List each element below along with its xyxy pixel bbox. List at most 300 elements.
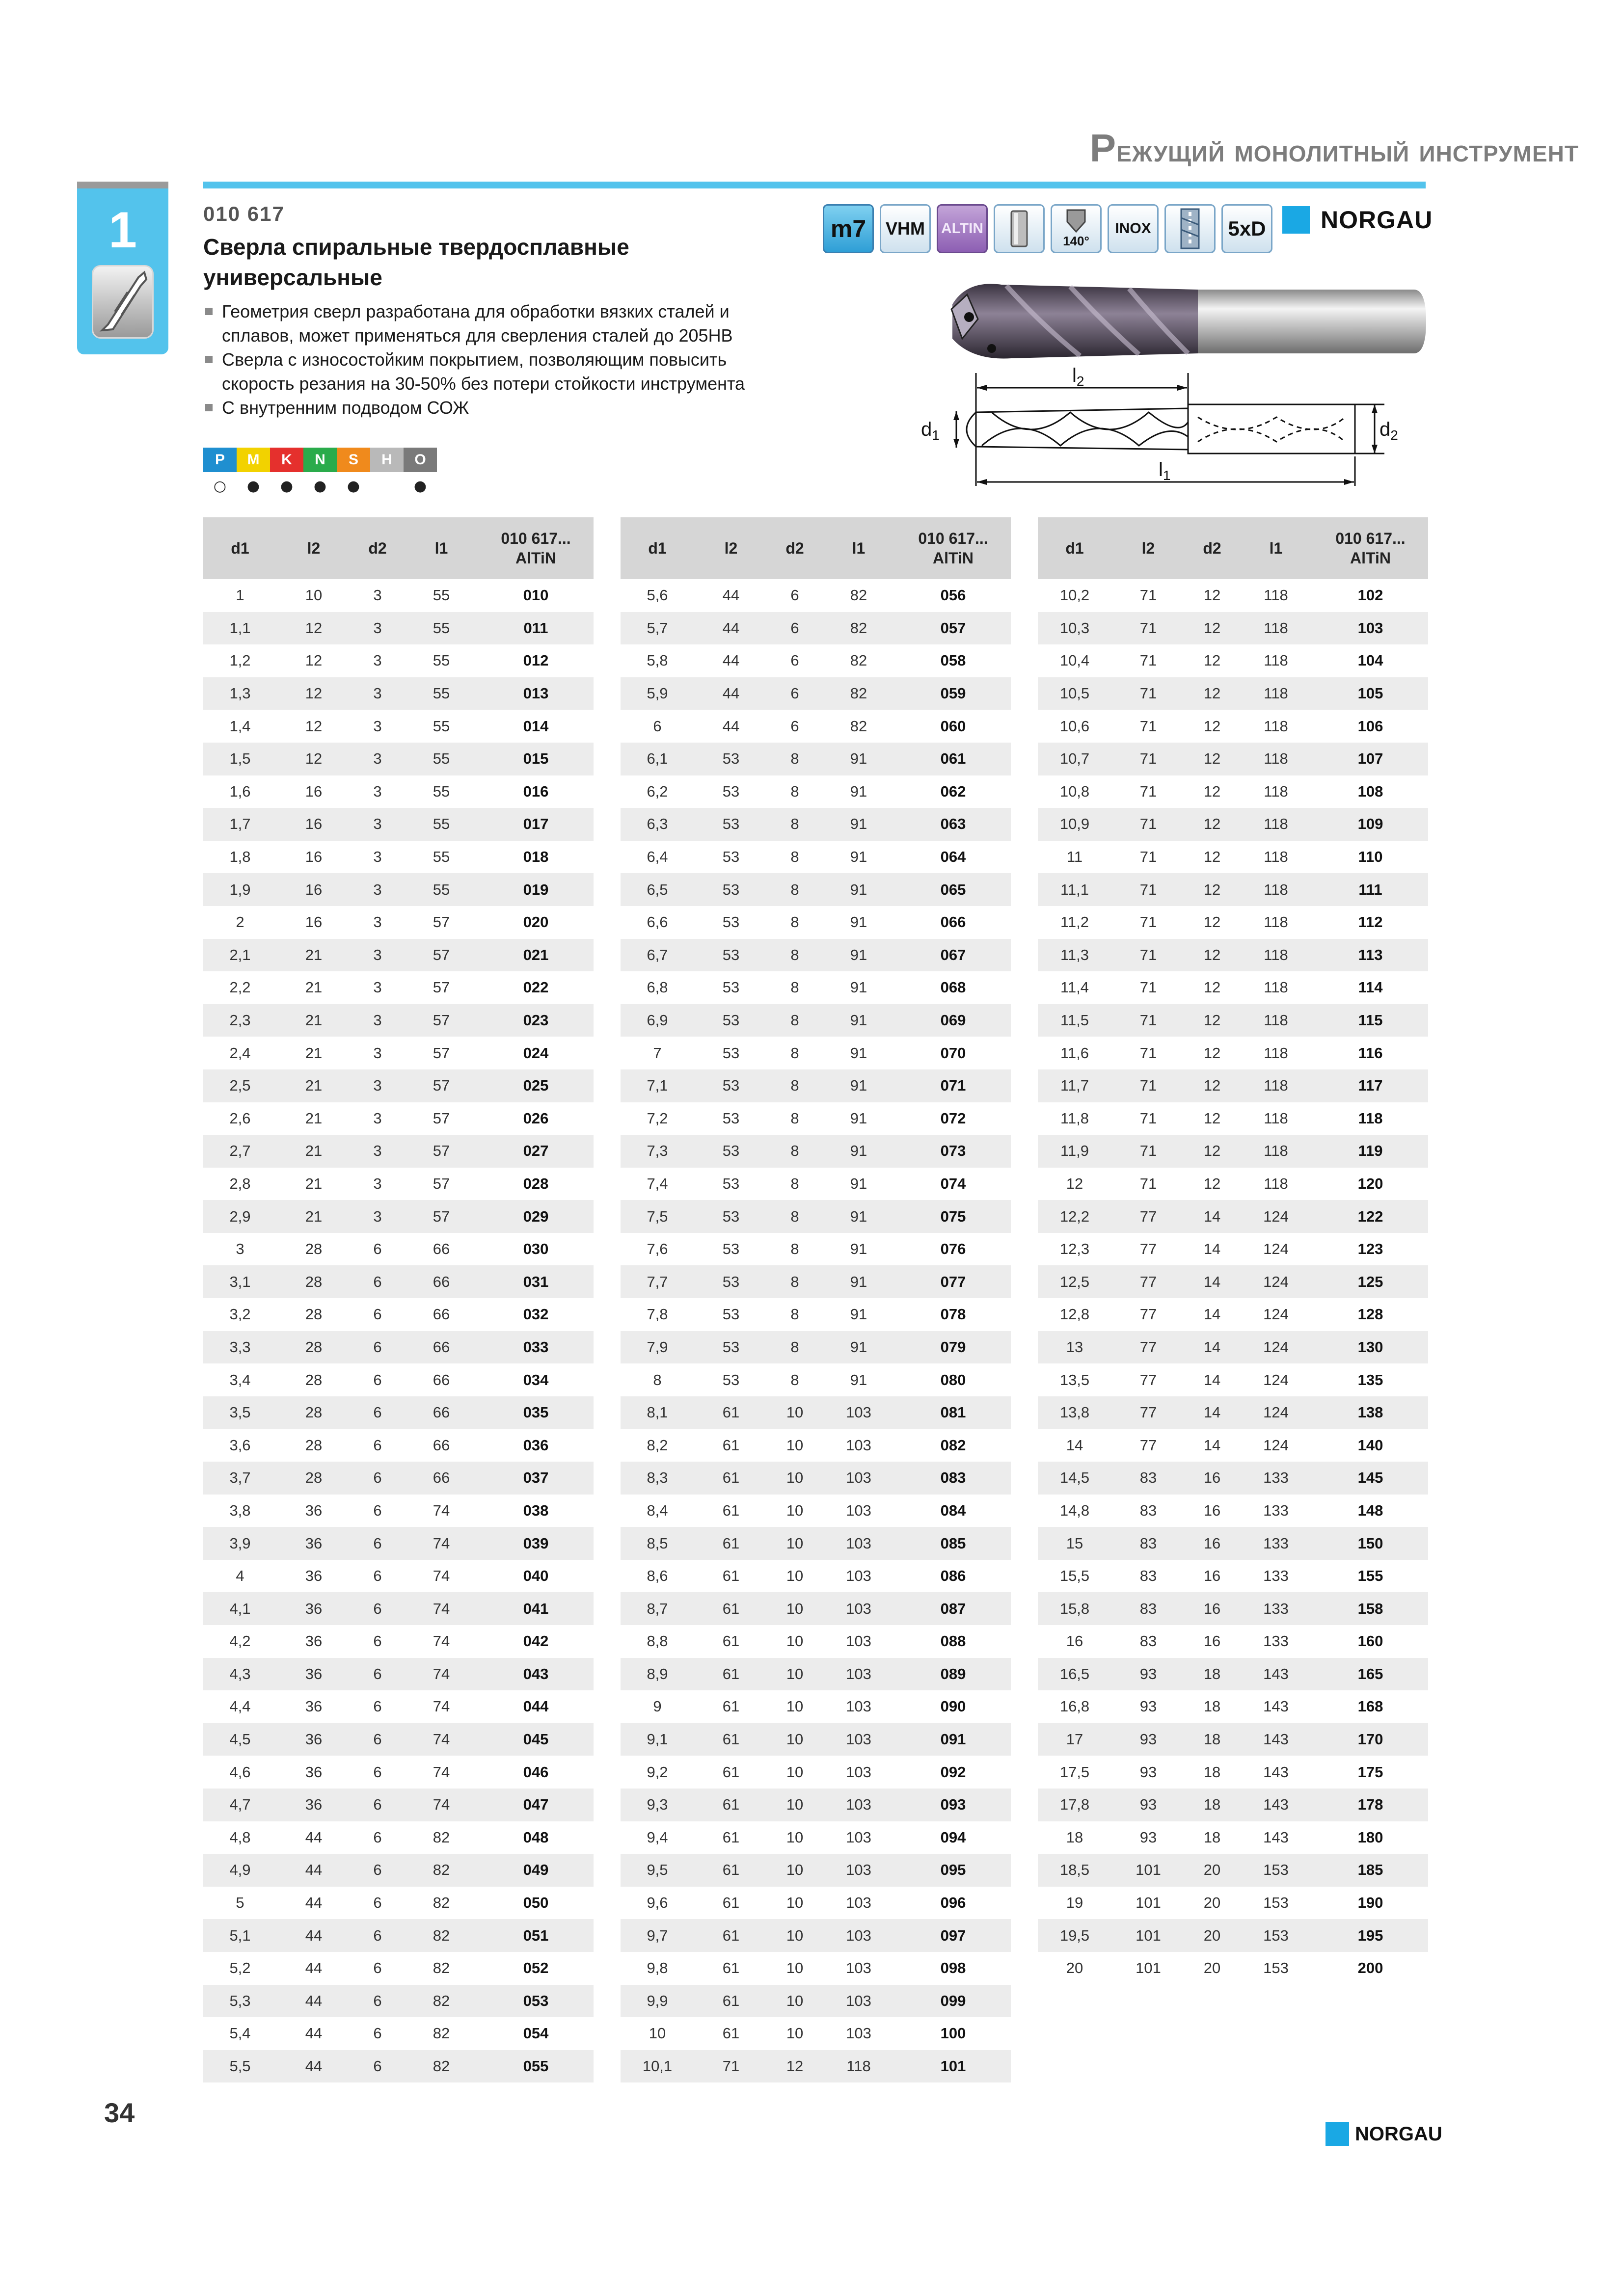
dimension-cell: 44 bbox=[305, 1894, 323, 1912]
dimension-cell: 153 bbox=[1239, 1919, 1313, 1952]
table-row bbox=[621, 939, 1011, 972]
dimension-cell: 8,5 bbox=[621, 1527, 694, 1560]
dimension-cell: 14,5 bbox=[1038, 1462, 1111, 1495]
dimension-cell: 55 bbox=[405, 677, 478, 710]
dimension-cell: 2,8 bbox=[229, 1175, 251, 1192]
article-code-cell: 087 bbox=[895, 1592, 1011, 1625]
table-row bbox=[621, 1789, 1011, 1821]
dimension-cell: 16,5 bbox=[1038, 1658, 1111, 1691]
dimension-cell: 101 bbox=[1111, 1854, 1185, 1887]
dimension-cell: 3,7 bbox=[203, 1462, 277, 1495]
article-code-cell: 116 bbox=[1358, 1044, 1383, 1062]
dimension-cell: 61 bbox=[722, 1828, 740, 1846]
table-row bbox=[203, 1396, 594, 1429]
dimension-cell: 6 bbox=[373, 1828, 382, 1846]
dimension-cell: 1,7 bbox=[203, 808, 277, 841]
dimension-cell: 7,4 bbox=[647, 1175, 668, 1192]
article-code-cell: 017 bbox=[478, 808, 594, 841]
dimension-cell: 9,2 bbox=[647, 1763, 668, 1781]
dimension-cell: 10 bbox=[768, 1919, 822, 1952]
table-row bbox=[621, 873, 1011, 906]
dimension-cell: 6 bbox=[351, 1592, 405, 1625]
dimension-cell: 71 bbox=[1111, 1004, 1185, 1037]
header-article: 010 617... AlTiN bbox=[1313, 517, 1428, 579]
dimension-cell: 6 bbox=[373, 1959, 382, 1977]
table-row bbox=[1038, 1527, 1428, 1560]
dimension-cell: 66 bbox=[433, 1436, 450, 1454]
header-l2: l2 bbox=[1111, 517, 1185, 579]
table-header-row bbox=[203, 517, 594, 579]
dimension-cell: 8 bbox=[768, 873, 822, 906]
dimension-cell: 53 bbox=[694, 873, 768, 906]
dimension-cell: 124 bbox=[1239, 1200, 1313, 1233]
dimension-cell: 6 bbox=[351, 1854, 405, 1887]
dimension-cell: 10 bbox=[768, 1854, 822, 1887]
dimension-cell: 7,8 bbox=[647, 1306, 668, 1323]
table-row bbox=[621, 1625, 1011, 1658]
dimension-cell: 8 bbox=[768, 743, 822, 775]
article-code-cell: 101 bbox=[895, 2050, 1011, 2083]
suitability-mark: ● bbox=[313, 478, 327, 495]
article-code-cell: 103 bbox=[1313, 612, 1428, 645]
dimension-cell: 91 bbox=[850, 1306, 867, 1323]
article-code-cell: 090 bbox=[940, 1698, 966, 1715]
dimension-cell: 6 bbox=[768, 677, 822, 710]
dimension-cell: 14,8 bbox=[1059, 1501, 1090, 1519]
article-code-cell: 125 bbox=[1313, 1265, 1428, 1298]
article-code-cell: 086 bbox=[940, 1567, 966, 1585]
dimension-cell: 12 bbox=[305, 717, 323, 735]
article-code-cell: 088 bbox=[940, 1632, 966, 1650]
article-code-cell: 078 bbox=[940, 1306, 966, 1323]
dimension-cell: 44 bbox=[722, 652, 740, 669]
dimension-cell: 6 bbox=[351, 1331, 405, 1364]
dimension-cell: 74 bbox=[405, 1723, 478, 1756]
dimension-cell: 143 bbox=[1239, 1658, 1313, 1691]
dimension-cell: 91 bbox=[822, 1331, 895, 1364]
table-row bbox=[203, 1265, 594, 1298]
table-row bbox=[203, 1887, 594, 1920]
article-code-cell: 030 bbox=[523, 1240, 549, 1258]
dimension-cell: 12 bbox=[1185, 1135, 1239, 1168]
catalog-section-title: Режущий монолитный инструмент bbox=[1089, 126, 1579, 170]
dimension-cell: 124 bbox=[1263, 1306, 1289, 1323]
dimension-cell: 71 bbox=[1111, 612, 1185, 645]
dimension-cell: 36 bbox=[305, 1567, 323, 1585]
dimension-cell: 124 bbox=[1239, 1265, 1313, 1298]
dimension-cell: 93 bbox=[1139, 1698, 1157, 1715]
table-row bbox=[1038, 1658, 1428, 1691]
dimension-cell: 82 bbox=[850, 652, 867, 669]
d2-label: $d_2$ bbox=[1380, 419, 1398, 443]
dimension-cell: 19 bbox=[1066, 1894, 1083, 1912]
dimension-cell: 44 bbox=[722, 717, 740, 735]
dimension-cell: 9 bbox=[653, 1698, 662, 1715]
dimension-cell: 8 bbox=[768, 1200, 822, 1233]
dimension-cell: 91 bbox=[822, 1265, 895, 1298]
dimension-cell: 4,9 bbox=[203, 1854, 277, 1887]
dimension-cell: 3 bbox=[351, 1200, 405, 1233]
header-l2: l2 bbox=[277, 517, 351, 579]
drill-photo bbox=[933, 275, 1429, 368]
dimension-cell: 9,8 bbox=[647, 1959, 668, 1977]
table-row bbox=[621, 1952, 1011, 1985]
dimension-cell: 103 bbox=[846, 1632, 871, 1650]
dimension-cell: 13,5 bbox=[1059, 1371, 1090, 1388]
article-code-cell: 085 bbox=[895, 1527, 1011, 1560]
dimension-cell: 16 bbox=[1203, 1567, 1221, 1585]
table-row bbox=[621, 1135, 1011, 1168]
table-row bbox=[621, 1527, 1011, 1560]
table-row bbox=[621, 2017, 1011, 2050]
dimension-cell: 18 bbox=[1066, 1828, 1083, 1846]
dimension-cell: 8 bbox=[790, 1306, 799, 1323]
dimension-cell: 13,8 bbox=[1038, 1396, 1111, 1429]
dimension-cell: 1,5 bbox=[203, 743, 277, 775]
dimension-cell: 1,8 bbox=[229, 848, 251, 866]
dimension-cell: 6 bbox=[373, 1632, 382, 1650]
dimension-cell: 6,5 bbox=[621, 873, 694, 906]
article-code-cell: 047 bbox=[478, 1789, 594, 1821]
article-code-cell: 117 bbox=[1313, 1069, 1428, 1102]
table-row bbox=[203, 579, 594, 612]
dimension-cell: 14 bbox=[1185, 1200, 1239, 1233]
dimension-cell: 36 bbox=[305, 1632, 323, 1650]
dimension-cell: 3,8 bbox=[229, 1501, 251, 1519]
dimension-cell: 14 bbox=[1203, 1306, 1221, 1323]
suitability-mark: ● bbox=[347, 478, 360, 495]
article-code-cell: 014 bbox=[523, 717, 549, 735]
dimension-cell: 11 bbox=[1066, 848, 1083, 866]
article-code-cell: 200 bbox=[1357, 1959, 1383, 1977]
article-code-cell: 107 bbox=[1313, 743, 1428, 775]
table-row bbox=[1038, 1495, 1428, 1527]
dimension-cell: 6 bbox=[373, 1894, 382, 1912]
article-code-cell: 023 bbox=[478, 1004, 594, 1037]
dimension-cell: 8,8 bbox=[647, 1632, 668, 1650]
dimension-cell: 6,3 bbox=[621, 808, 694, 841]
dimension-cell: 8 bbox=[790, 1109, 799, 1127]
dimension-cell: 6,4 bbox=[647, 848, 668, 866]
table-row bbox=[1038, 775, 1428, 808]
table-row bbox=[621, 1004, 1011, 1037]
dimension-cell: 103 bbox=[822, 1789, 895, 1821]
dimension-cell: 55 bbox=[433, 848, 450, 866]
dimension-cell: 61 bbox=[722, 1436, 740, 1454]
dimension-cell: 5,5 bbox=[203, 2050, 277, 2083]
dimension-cell: 77 bbox=[1111, 1265, 1185, 1298]
dimension-cell: 8 bbox=[790, 1371, 799, 1388]
dimension-cell: 143 bbox=[1263, 1763, 1289, 1781]
dimension-cell: 71 bbox=[1139, 782, 1157, 800]
section-number: 1 bbox=[108, 202, 137, 259]
dimension-cell: 101 bbox=[1136, 1959, 1161, 1977]
table-row bbox=[1038, 841, 1428, 874]
article-code-cell: 046 bbox=[523, 1763, 549, 1781]
dimension-cell: 143 bbox=[1263, 1828, 1289, 1846]
dimension-cell: 103 bbox=[846, 1501, 871, 1519]
article-code-cell: 025 bbox=[478, 1069, 594, 1102]
dimension-cell: 124 bbox=[1239, 1331, 1313, 1364]
dimension-cell: 8 bbox=[768, 1331, 822, 1364]
table-row bbox=[1038, 1887, 1428, 1920]
dimension-cell: 7 bbox=[653, 1044, 662, 1062]
dimension-cell: 118 bbox=[1264, 1109, 1288, 1127]
dimension-cell: 44 bbox=[277, 1985, 351, 2018]
header-l1: l1 bbox=[822, 517, 895, 579]
table-row bbox=[203, 1200, 594, 1233]
dimension-cell: 6,1 bbox=[621, 743, 694, 775]
table-row bbox=[1038, 1952, 1428, 1985]
dimension-cell: 91 bbox=[822, 1135, 895, 1168]
table-row bbox=[203, 1756, 594, 1789]
article-code-cell: 082 bbox=[940, 1436, 966, 1454]
inox-badge: INOX bbox=[1108, 204, 1159, 253]
article-code-cell: 062 bbox=[940, 782, 966, 800]
article-code-cell: 058 bbox=[940, 652, 966, 669]
dimension-cell: 118 bbox=[1239, 1069, 1313, 1102]
dimension-cell: 103 bbox=[822, 1658, 895, 1691]
dimension-cell: 82 bbox=[850, 587, 867, 604]
dimension-cell: 77 bbox=[1139, 1436, 1157, 1454]
table-row bbox=[621, 1690, 1011, 1723]
dimension-cell: 21 bbox=[305, 1109, 323, 1127]
dimension-cell: 21 bbox=[305, 979, 323, 996]
dimension-cell: 118 bbox=[822, 2050, 895, 2083]
header-d1: d1 bbox=[621, 517, 694, 579]
dimension-cell: 7,2 bbox=[647, 1109, 668, 1127]
dimension-table bbox=[1038, 517, 1428, 1985]
dimension-cell: 71 bbox=[1139, 1044, 1157, 1062]
dimension-cell: 10 bbox=[786, 1959, 804, 1977]
article-code-cell: 022 bbox=[523, 979, 549, 996]
dimension-cell: 15 bbox=[1038, 1527, 1111, 1560]
table-row bbox=[1038, 710, 1428, 743]
material-group-k: K bbox=[270, 448, 303, 472]
article-code-cell: 109 bbox=[1313, 808, 1428, 841]
dimension-cell: 6 bbox=[373, 1240, 382, 1258]
article-code-cell: 158 bbox=[1313, 1592, 1428, 1625]
dimension-cell: 28 bbox=[305, 1371, 323, 1388]
dimension-cell: 11,6 bbox=[1060, 1044, 1089, 1062]
table-row bbox=[1038, 1102, 1428, 1135]
dimension-cell: 3 bbox=[351, 1135, 405, 1168]
dimension-cell: 5 bbox=[236, 1894, 244, 1912]
dimension-cell: 12 bbox=[1203, 717, 1221, 735]
dimension-cell: 53 bbox=[694, 1200, 768, 1233]
dimension-cell: 6,2 bbox=[647, 782, 668, 800]
dimension-cell: 12,3 bbox=[1059, 1240, 1090, 1258]
table-row bbox=[621, 1200, 1011, 1233]
dimension-cell: 28 bbox=[277, 1396, 351, 1429]
dimension-cell: 7,5 bbox=[621, 1200, 694, 1233]
dimension-cell: 10 bbox=[786, 1501, 804, 1519]
dimension-cell: 74 bbox=[433, 1567, 450, 1585]
dimension-cell: 11,2 bbox=[1060, 913, 1089, 931]
article-code-cell: 091 bbox=[895, 1723, 1011, 1756]
dimension-cell: 6 bbox=[351, 1527, 405, 1560]
dimension-cell: 8 bbox=[790, 1044, 799, 1062]
dimension-cell: 77 bbox=[1139, 1371, 1157, 1388]
dimension-cell: 118 bbox=[1239, 873, 1313, 906]
dimension-cell: 118 bbox=[1239, 939, 1313, 972]
suitability-mark: ● bbox=[413, 478, 427, 495]
article-code-cell: 074 bbox=[940, 1175, 966, 1192]
dimension-cell: 6 bbox=[373, 1698, 382, 1715]
dimension-cell: 83 bbox=[1111, 1527, 1185, 1560]
header-d1: d1 bbox=[203, 517, 277, 579]
dimension-cell: 14 bbox=[1203, 1436, 1221, 1454]
article-code-cell: 013 bbox=[478, 677, 594, 710]
table-row bbox=[621, 1363, 1011, 1396]
dimension-cell: 12 bbox=[1185, 939, 1239, 972]
dimension-cell: 4,5 bbox=[203, 1723, 277, 1756]
internal-coolant-icon bbox=[1164, 204, 1216, 253]
dimension-cell: 9,3 bbox=[621, 1789, 694, 1821]
dimension-cell: 91 bbox=[850, 1109, 867, 1127]
feature-item: С внутренним подводом СОЖ bbox=[203, 396, 851, 420]
table-row bbox=[1038, 1069, 1428, 1102]
dimension-cell: 8 bbox=[768, 1265, 822, 1298]
dimension-cell: 71 bbox=[1111, 939, 1185, 972]
dimension-cell: 6,9 bbox=[621, 1004, 694, 1037]
dimension-cell: 11,5 bbox=[1038, 1004, 1111, 1037]
dimension-cell: 11,1 bbox=[1038, 873, 1111, 906]
dimension-cell: 103 bbox=[846, 1828, 871, 1846]
article-code-cell: 122 bbox=[1313, 1200, 1428, 1233]
article-code-cell: 065 bbox=[895, 873, 1011, 906]
table-row bbox=[203, 841, 594, 874]
dimension-cell: 36 bbox=[277, 1658, 351, 1691]
dimension-cell: 103 bbox=[846, 1959, 871, 1977]
dimension-cell: 7,9 bbox=[621, 1331, 694, 1364]
dimension-cell: 8 bbox=[768, 1135, 822, 1168]
dimension-cell: 4,6 bbox=[229, 1763, 251, 1781]
article-code-cell: 110 bbox=[1358, 848, 1383, 866]
table-row bbox=[1038, 1560, 1428, 1593]
dimension-cell: 3 bbox=[373, 782, 382, 800]
dimension-cell: 143 bbox=[1239, 1789, 1313, 1821]
dimension-cell: 77 bbox=[1139, 1306, 1157, 1323]
article-code-cell: 041 bbox=[478, 1592, 594, 1625]
dimension-cell: 12 bbox=[1185, 743, 1239, 775]
coating-badge: ALTIN bbox=[937, 204, 988, 253]
dimension-cell: 14 bbox=[1066, 1436, 1083, 1454]
table-row bbox=[1038, 1592, 1428, 1625]
dimension-cell: 5,4 bbox=[229, 2025, 251, 2042]
article-code-cell: 068 bbox=[940, 979, 966, 996]
article-code-cell: 168 bbox=[1357, 1698, 1383, 1715]
table-row bbox=[1038, 1821, 1428, 1854]
dimension-cell: 10 bbox=[768, 1723, 822, 1756]
dimension-cell: 118 bbox=[1264, 1044, 1288, 1062]
dimension-cell: 66 bbox=[405, 1396, 478, 1429]
article-code-cell: 096 bbox=[940, 1894, 966, 1912]
dimension-cell: 118 bbox=[1239, 743, 1313, 775]
table-row bbox=[203, 1135, 594, 1168]
dimension-cell: 12,8 bbox=[1059, 1306, 1090, 1323]
dimension-cell: 61 bbox=[722, 2025, 740, 2042]
dimension-cell: 44 bbox=[277, 1854, 351, 1887]
dimension-cell: 3 bbox=[373, 1109, 382, 1127]
article-code-cell: 106 bbox=[1357, 717, 1383, 735]
article-code-cell: 021 bbox=[478, 939, 594, 972]
article-code-cell: 128 bbox=[1357, 1306, 1383, 1323]
table-row bbox=[203, 775, 594, 808]
dimension-drawing bbox=[903, 363, 1409, 506]
dimension-cell: 71 bbox=[1139, 848, 1157, 866]
dimension-cell: 3 bbox=[351, 873, 405, 906]
dimension-cell: 103 bbox=[822, 1592, 895, 1625]
article-code-cell: 140 bbox=[1357, 1436, 1383, 1454]
article-code-cell: 093 bbox=[895, 1789, 1011, 1821]
dimension-cell: 82 bbox=[433, 1959, 450, 1977]
dimension-cell: 71 bbox=[1139, 913, 1157, 931]
dimension-cell: 61 bbox=[694, 1658, 768, 1691]
material-group-h: H bbox=[370, 448, 404, 472]
dimension-cell: 10 bbox=[786, 1828, 804, 1846]
article-code-cell: 027 bbox=[478, 1135, 594, 1168]
dimension-cell: 9,5 bbox=[621, 1854, 694, 1887]
dimension-cell: 3 bbox=[351, 939, 405, 972]
dimension-cell: 118 bbox=[1264, 587, 1288, 604]
dimension-cell: 61 bbox=[694, 1723, 768, 1756]
dimension-cell: 118 bbox=[1264, 1175, 1288, 1192]
table-row bbox=[203, 710, 594, 743]
dimension-cell: 153 bbox=[1239, 1854, 1313, 1887]
table-row bbox=[203, 1723, 594, 1756]
dimension-cell: 74 bbox=[405, 1658, 478, 1691]
drill-point-icon bbox=[1061, 209, 1091, 234]
article-code-cell: 061 bbox=[895, 743, 1011, 775]
article-code-cell: 037 bbox=[478, 1462, 594, 1495]
article-code-cell: 067 bbox=[895, 939, 1011, 972]
table-row bbox=[621, 2050, 1011, 2083]
dimension-cell: 3,3 bbox=[203, 1331, 277, 1364]
dimension-cell: 1,1 bbox=[203, 612, 277, 645]
article-code-cell: 079 bbox=[895, 1331, 1011, 1364]
dimension-cell: 82 bbox=[850, 717, 867, 735]
dimension-cell: 10,2 bbox=[1059, 587, 1090, 604]
dimension-cell: 71 bbox=[1139, 979, 1157, 996]
dimension-cell: 3 bbox=[373, 913, 382, 931]
dimension-cell: 103 bbox=[822, 1527, 895, 1560]
article-code-cell: 165 bbox=[1313, 1658, 1428, 1691]
dimension-cell: 17,5 bbox=[1059, 1763, 1090, 1781]
dimension-cell: 61 bbox=[722, 1894, 740, 1912]
dimension-cell: 6 bbox=[790, 717, 799, 735]
table-row bbox=[621, 1429, 1011, 1462]
table-row bbox=[621, 1887, 1011, 1920]
material-group-p: P bbox=[203, 448, 237, 472]
dimension-cell: 83 bbox=[1139, 1632, 1157, 1650]
table-row bbox=[621, 1985, 1011, 2018]
dimension-cell: 8 bbox=[768, 1004, 822, 1037]
table-row bbox=[1038, 743, 1428, 775]
dimension-cell: 20 bbox=[1185, 1854, 1239, 1887]
dimension-cell: 12 bbox=[1185, 1069, 1239, 1102]
article-code-cell: 045 bbox=[478, 1723, 594, 1756]
article-code-cell: 048 bbox=[523, 1828, 549, 1846]
dimension-cell: 3 bbox=[373, 1044, 382, 1062]
dimension-cell: 1,6 bbox=[229, 782, 251, 800]
dimension-cell: 91 bbox=[850, 848, 867, 866]
dimension-cell: 61 bbox=[722, 1501, 740, 1519]
dimension-cell: 21 bbox=[305, 1175, 323, 1192]
product-title-line: Сверла спиральные твердосплавные bbox=[203, 234, 629, 260]
dimension-cell: 36 bbox=[277, 1789, 351, 1821]
dimension-cell: 71 bbox=[1111, 743, 1185, 775]
